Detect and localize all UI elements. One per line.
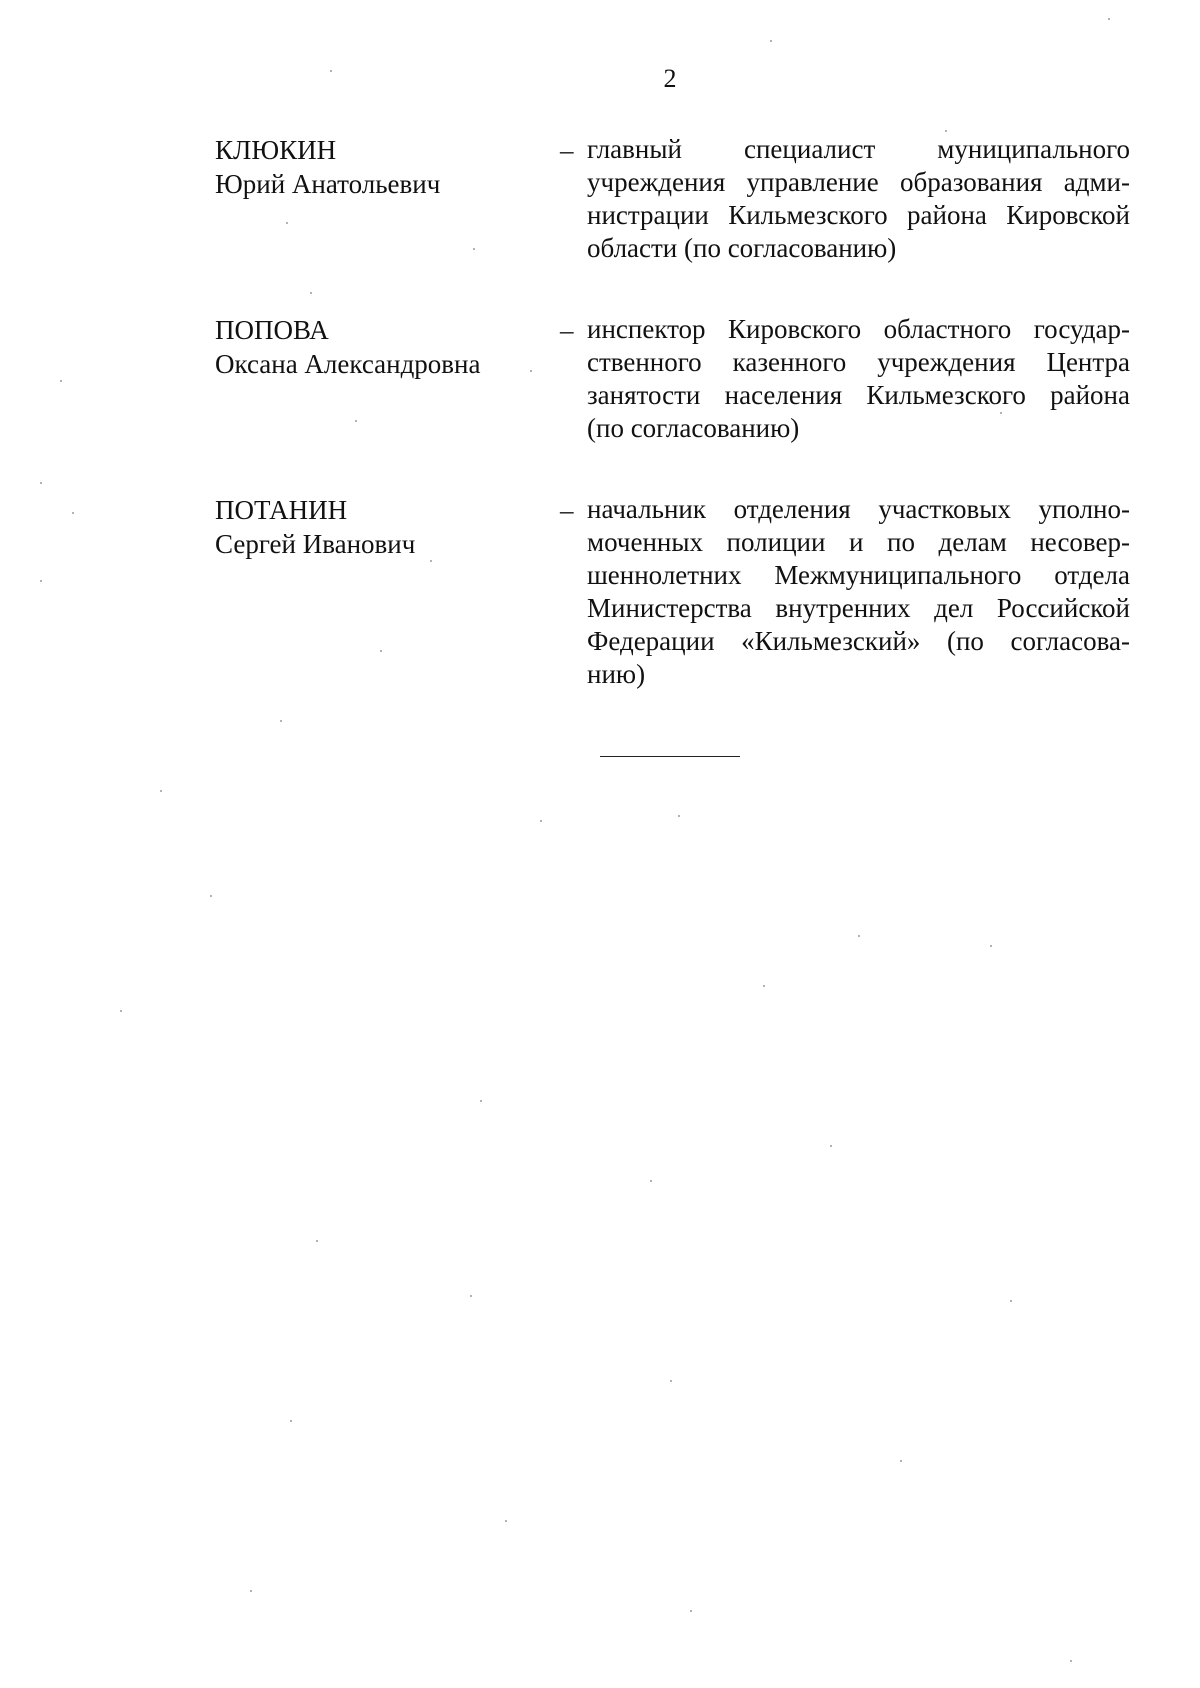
person-surname: ПОТАНИН	[215, 495, 348, 525]
role-line: нистрации Кильмезского района Кировской	[587, 200, 1130, 230]
person-given-names: Оксана Александровна	[215, 349, 481, 379]
role-line: Министерства внутренних дел Российской	[587, 593, 1130, 623]
role-line: моченных полиции и по делам несовер-	[587, 527, 1130, 557]
separator-dash: –	[560, 495, 574, 525]
end-of-list-rule	[600, 756, 740, 757]
role-line: нию)	[587, 659, 646, 689]
page-number: 2	[663, 64, 677, 93]
person-given-names: Юрий Анатольевич	[215, 169, 441, 199]
personnel-list	[215, 133, 1130, 739]
personnel-entry-klyukin	[215, 133, 1130, 265]
person-role	[587, 493, 1130, 691]
role-line: главный специалист муниципального	[587, 134, 1130, 164]
personnel-entry-potanin	[215, 493, 1130, 691]
person-surname: ПОПОВА	[215, 315, 329, 345]
person-name	[215, 313, 560, 445]
personnel-entry-popova	[215, 313, 1130, 445]
person-given-names: Сергей Иванович	[215, 529, 416, 559]
role-line: учреждения управление образования адми-	[587, 167, 1130, 197]
separator-dash: –	[560, 135, 574, 165]
separator-dash: –	[560, 315, 574, 345]
role-line: области (по согласованию)	[587, 233, 897, 263]
person-name	[215, 493, 560, 691]
role-line: инспектор Кировского областного государ-	[587, 314, 1130, 344]
role-line: начальник отделения участковых уполно-	[587, 494, 1130, 524]
person-role	[587, 133, 1130, 265]
role-line: шеннолетних Межмуниципального отдела	[587, 560, 1130, 590]
role-line: занятости населения Кильмезского района	[587, 380, 1130, 410]
role-line: Федерации «Кильмезский» (по согласова-	[587, 626, 1130, 656]
role-line: ственного казенного учреждения Центра	[587, 347, 1130, 377]
role-line: (по согласованию)	[587, 413, 800, 443]
person-surname: КЛЮКИН	[215, 135, 337, 165]
person-name	[215, 133, 560, 265]
person-role	[587, 313, 1130, 445]
